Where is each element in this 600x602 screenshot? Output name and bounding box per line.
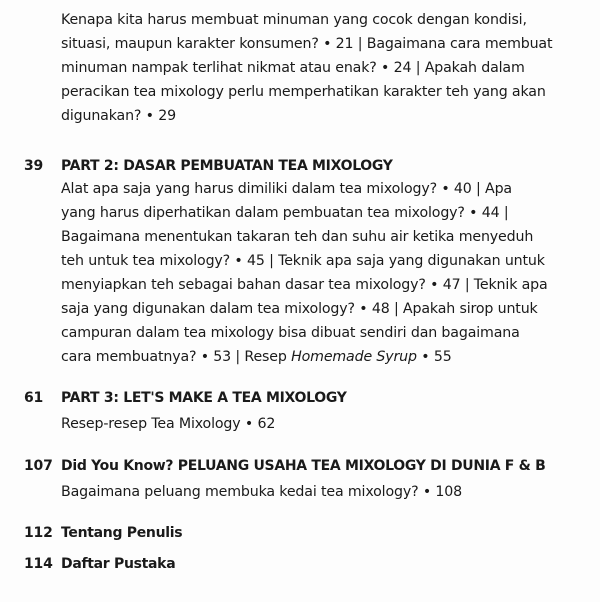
section-heading: Daftar Pustaka <box>61 556 176 572</box>
toc-line: Resep-resep Tea Mixology • 62 <box>61 416 276 432</box>
page-number: 107 <box>24 458 53 474</box>
section-heading: Did You Know? PELUANG USAHA TEA MIXOLOGY DI DUNIA F & B <box>61 458 546 474</box>
intro-entries <box>61 8 591 128</box>
toc-line: minuman nampak terlihat nikmat atau enak? • 24 | Apakah dalam <box>61 60 525 76</box>
toc-line: campuran dalam tea mixology bisa dibuat sendiri dan bagaimana <box>61 325 520 341</box>
toc-line: menyiapkan teh sebagai bahan dasar tea mixology? • 47 | Teknik apa <box>61 277 548 293</box>
toc-line: digunakan? • 29 <box>61 108 177 124</box>
toc-line-italic: Homemade Syrup <box>291 349 417 365</box>
toc-line: Alat apa saja yang harus dimiliki dalam tea mixology? • 40 | Apa <box>61 181 512 197</box>
toc-line: saja yang digunakan dalam tea mixology? • 48 | Apakah sirop untuk <box>61 301 538 317</box>
toc-line: Kenapa kita harus membuat minuman yang cocok dengan kondisi, <box>61 12 527 28</box>
toc-line: Bagaimana menentukan takaran teh dan suhu air ketika menyeduh <box>61 229 534 245</box>
page-number: 112 <box>24 525 53 541</box>
toc-line: situasi, maupun karakter konsumen? • 21 | Bagaimana cara membuat <box>61 36 553 52</box>
section-entries <box>61 412 591 436</box>
toc-line: teh untuk tea mixology? • 45 | Teknik apa saja yang digunakan untuk <box>61 253 545 269</box>
toc-line <box>61 345 591 369</box>
section-heading: PART 3: LET'S MAKE A TEA MIXOLOGY <box>61 390 347 406</box>
section-entries <box>61 177 591 369</box>
toc-line: peracikan tea mixology perlu memperhatikan karakter teh yang akan <box>61 84 546 100</box>
toc-line: Bagaimana peluang membuka kedai tea mixology? • 108 <box>61 484 463 500</box>
section-heading: PART 2: DASAR PEMBUATAN TEA MIXOLOGY <box>61 158 393 174</box>
section-entries <box>61 480 591 504</box>
toc-line-text: • 55 <box>416 349 452 365</box>
page-number: 39 <box>24 158 44 174</box>
toc-line-text: cara membuatnya? • 53 | Resep <box>61 349 292 365</box>
page-number: 114 <box>24 556 53 572</box>
page-number: 61 <box>24 390 44 406</box>
toc-line: yang harus diperhatikan dalam pembuatan tea mixology? • 44 | <box>61 205 509 221</box>
section-heading: Tentang Penulis <box>61 525 183 541</box>
